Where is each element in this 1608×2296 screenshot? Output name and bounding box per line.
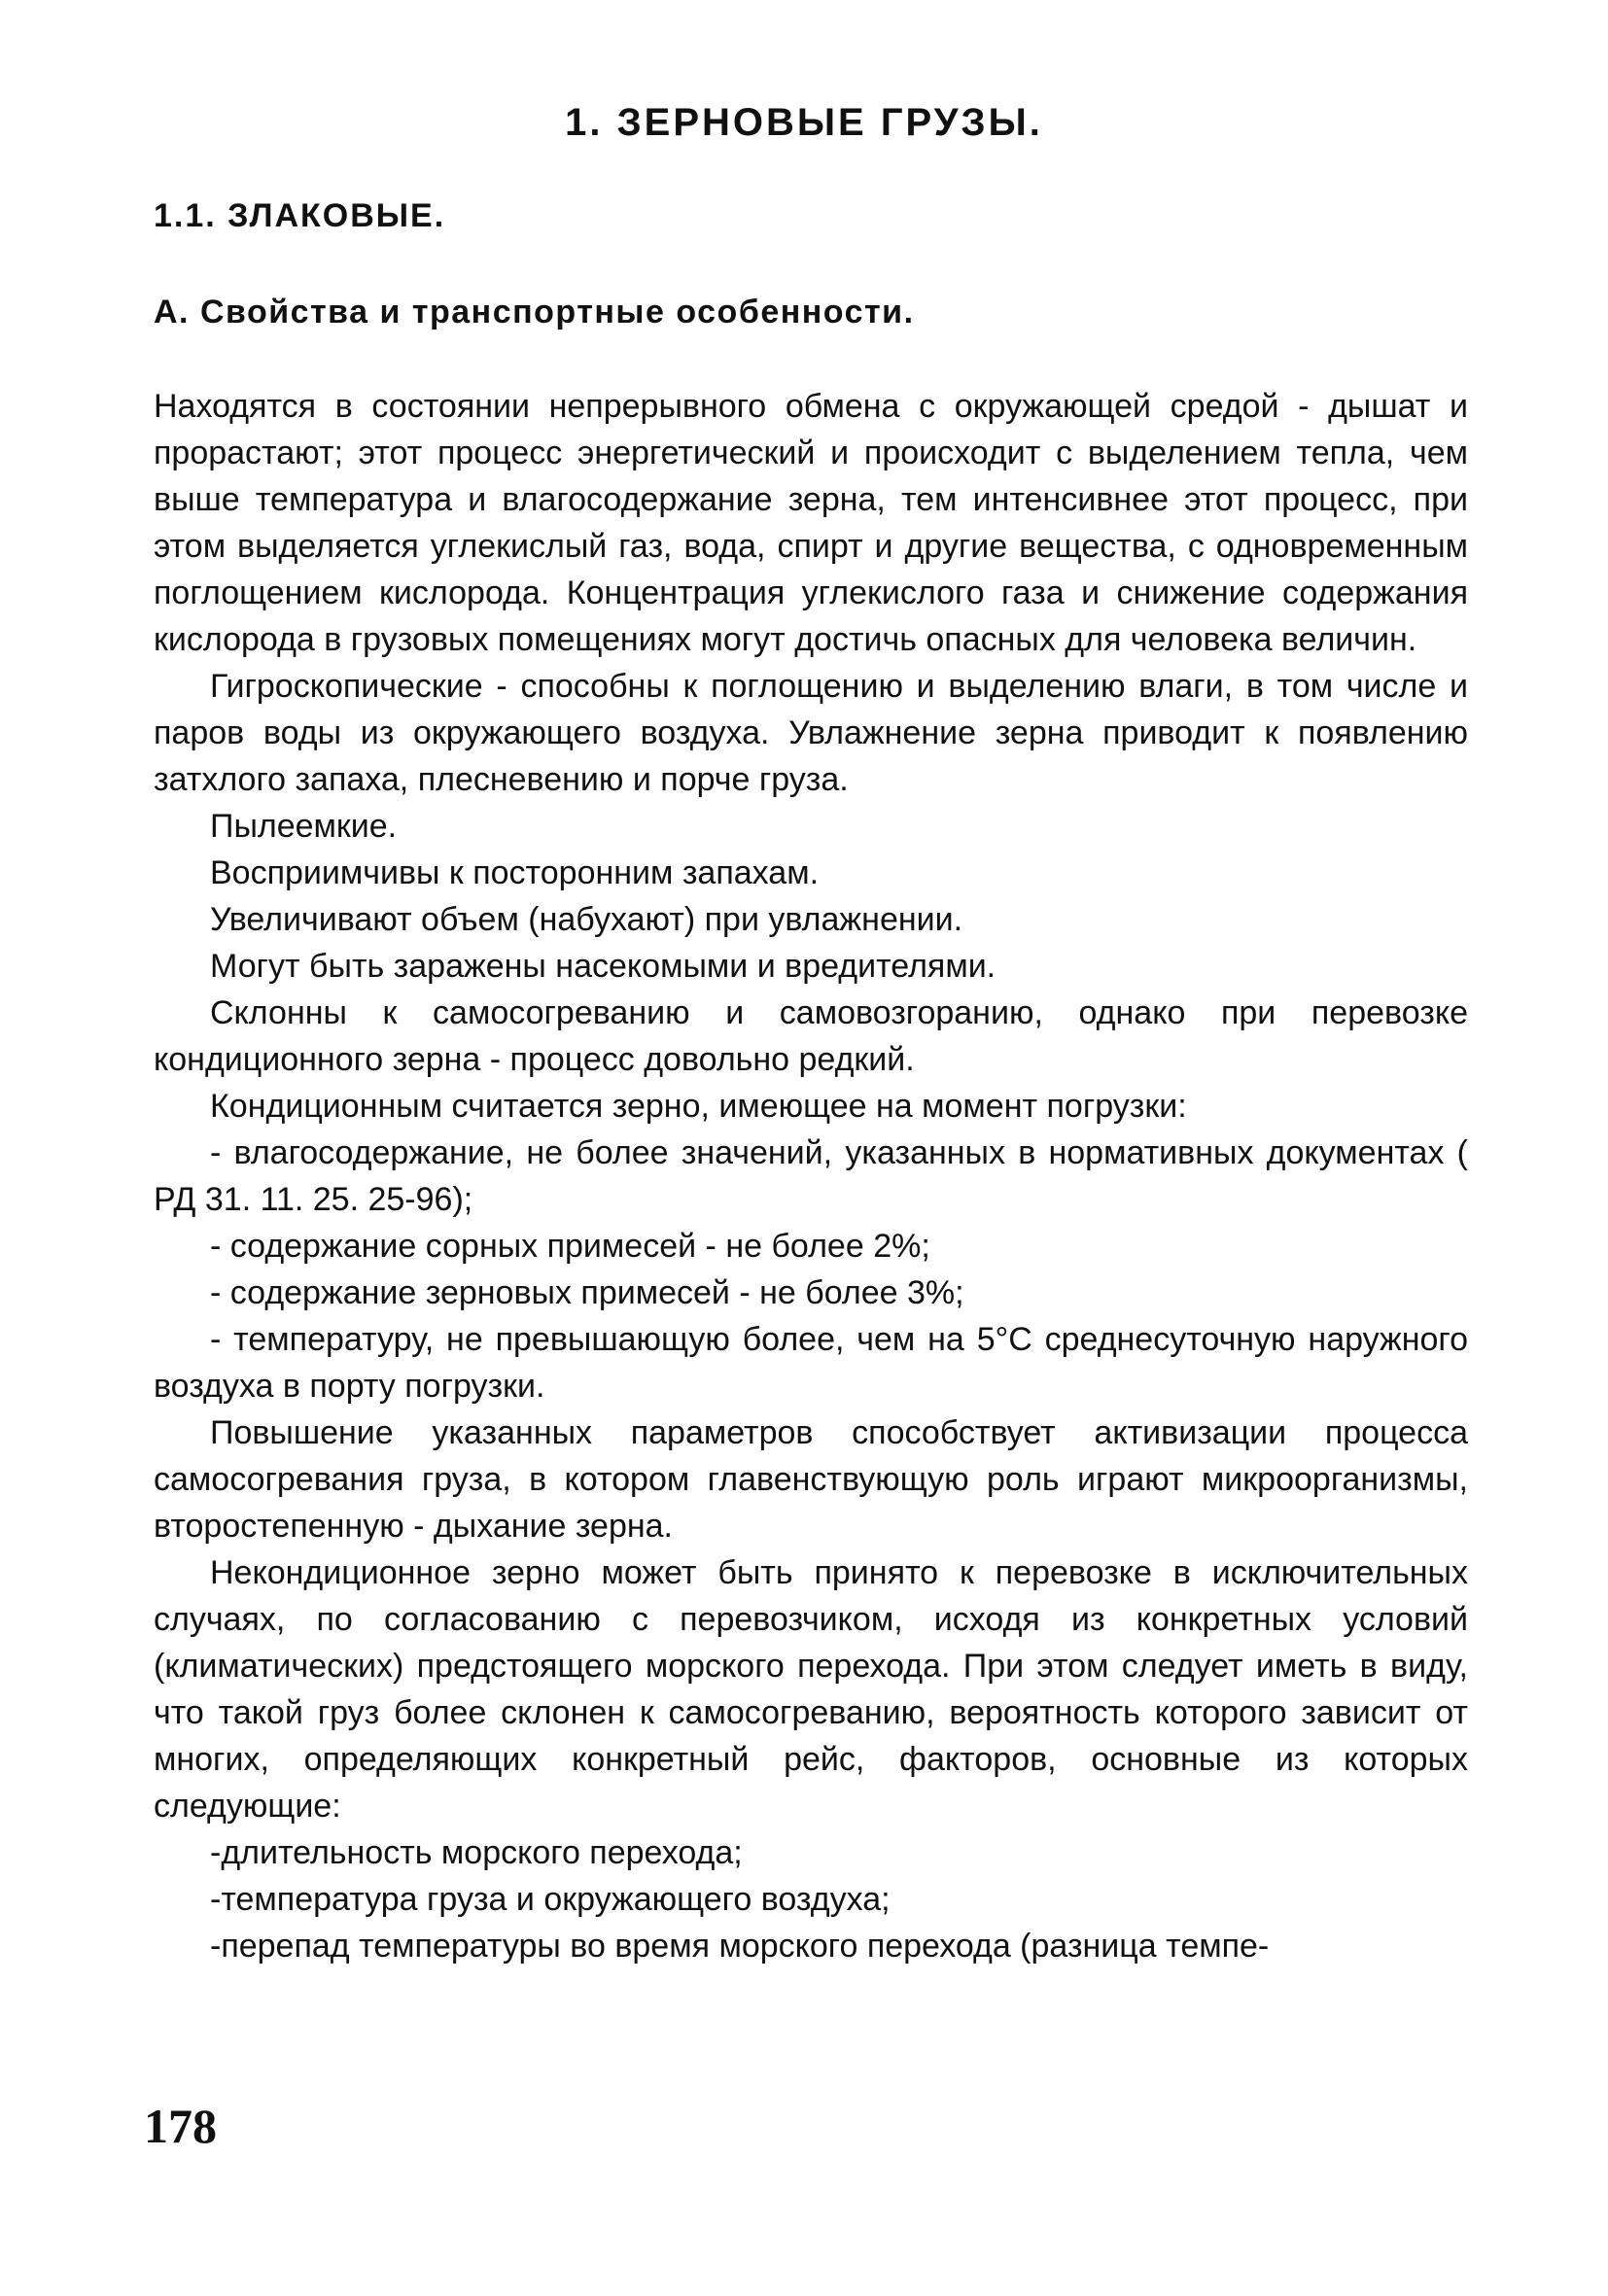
list-item: - влагосодержание, не более значений, указанных в нормативных документах ( РД 31. 11. 25. 25-96); xyxy=(154,1134,1468,1218)
paragraph: Могут быть заражены насекомыми и вредителями. xyxy=(210,948,996,985)
list-item: -перепад температуры во время морского перехода (разница темпе- xyxy=(210,1928,1270,1965)
page-number: 178 xyxy=(144,2099,217,2153)
chapter-title: 1. ЗЕРНОВЫЕ ГРУЗЫ. xyxy=(565,101,1043,144)
body-text xyxy=(154,383,1468,1969)
list-item: -температура груза и окружающего воздуха; xyxy=(210,1881,891,1918)
list-item: - температуру, не превышающую более, чем на 5°С среднесуточную наружного воздуха в порту погрузки. xyxy=(154,1321,1468,1405)
paragraph: Пылеемкие. xyxy=(210,808,398,845)
paragraph: Восприимчивы к посторонним запахам. xyxy=(210,854,820,891)
paragraph: Повышение указанных параметров способствует активизации процесса самосогревания груза, в котором главенствующую роль играют микроорганизмы, второстепенную - дыхание зерна. xyxy=(154,1414,1468,1545)
paragraph: Находятся в состоянии непрерывного обмена с окружающей средой - дышат и прорастают; этот процесс энергетический и происходит с выделением тепла, чем выше температура и влагосодержание зерна, тем интенсивнее этот процесс, при этом выделяется углекислый газ, вода, спирт и другие вещества, с одновременным поглощением кислорода. Концентрация углекислого газа и снижение содержания кислорода в грузовых помещениях могут достичь опасных для человека величин. xyxy=(154,388,1468,658)
section-title: 1.1. ЗЛАКОВЫЕ. xyxy=(154,197,446,234)
paragraph: Гигроскопические - способны к поглощению и выделению влаги, в том числе и паров воды из окружающего воздуха. Увлажнение зерна приводит к появлению затхлого запаха, плесневению и порче груза. xyxy=(154,668,1468,798)
list-item: - содержание сорных примесей - не более 2%; xyxy=(210,1228,930,1265)
list-item: -длительность морского перехода; xyxy=(210,1834,743,1871)
paragraph: Кондиционным считается зерно, имеющее на момент погрузки: xyxy=(210,1088,1187,1125)
paragraph: Некондиционное зерно может быть принято к перевозке в исключительных случаях, по согласованию с перевозчиком, исходя из конкретных условий (климатических) предстоящего морского перехода. При этом следует иметь в виду, что такой груз более склонен к самосогреванию, вероятность которого зависит от многих, определяющих конкретный рейс, факторов, основные из которых следующие: xyxy=(154,1554,1468,1825)
subsection-title: А. Свойства и транспортные особенности. xyxy=(154,294,915,330)
paragraph: Склонны к самосогреванию и самовозгоранию, однако при перевозке кондиционного зерна - процесс довольно редкий. xyxy=(154,994,1468,1078)
list-item: - содержание зерновых примесей - не более 3%; xyxy=(210,1274,964,1311)
paragraph: Увеличивают объем (набухают) при увлажнении. xyxy=(210,901,963,938)
